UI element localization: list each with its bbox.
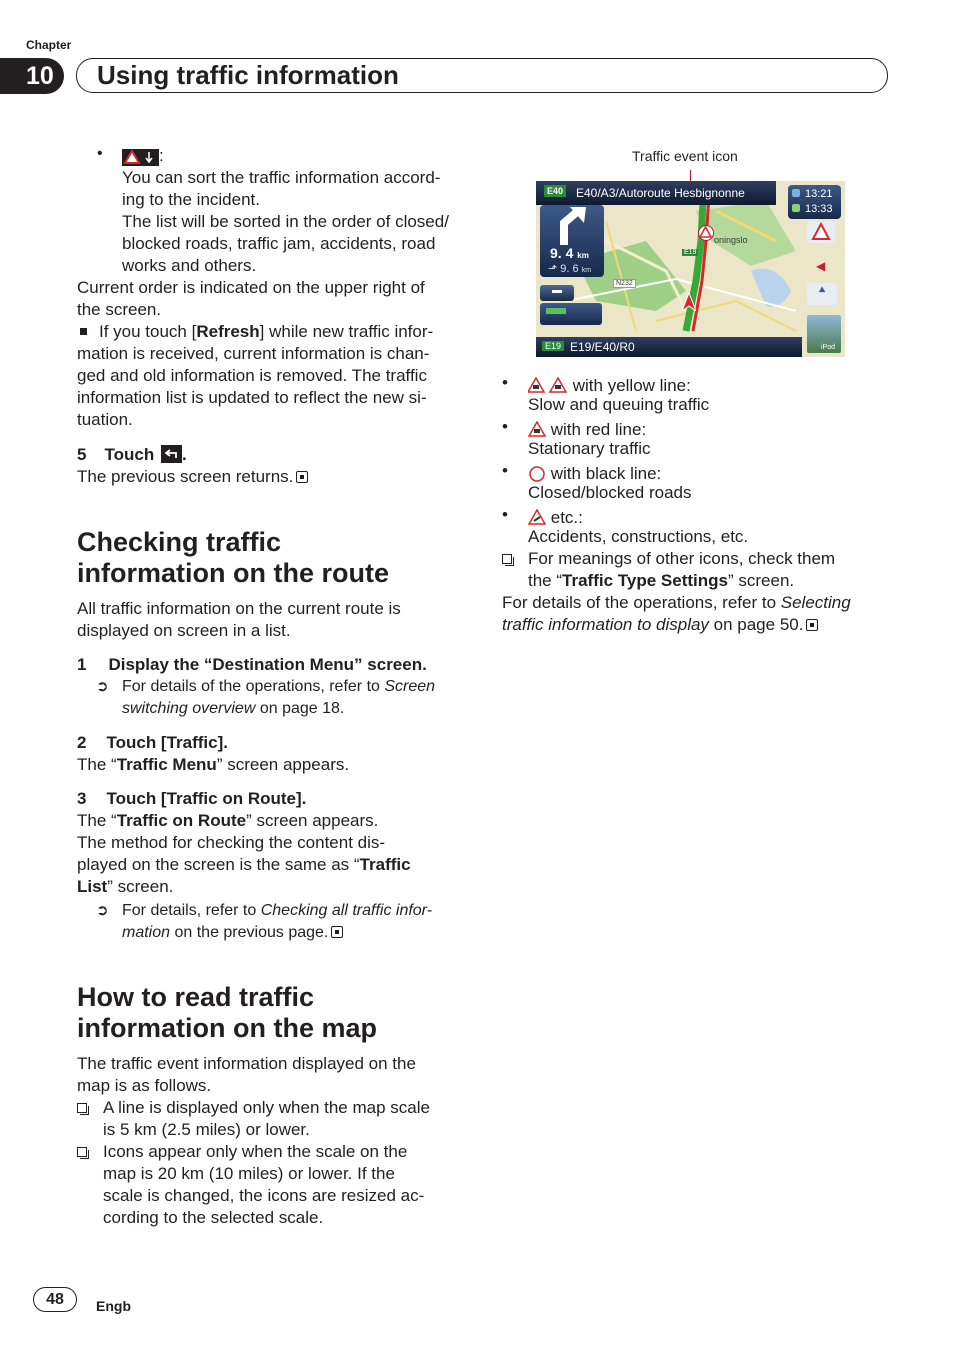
step-2: 2 Touch [Traffic]. [77, 733, 228, 752]
step-5-result: The previous screen returns. [77, 466, 308, 488]
time-panel [788, 185, 841, 219]
maneuver-distance: 9. 4 [550, 245, 574, 261]
sort-bullet: • [97, 145, 103, 162]
next-distance-unit: km [581, 267, 592, 274]
icon-scale-note: Icons appear only when the scale on the map is 20 km (10 miles) or lower. If the scale is changed, the icons are resized ac- cording to the selected scale. [77, 1141, 477, 1229]
closed-road-icon [528, 465, 546, 482]
page-number-badge [33, 1287, 77, 1312]
maneuver-panel [540, 205, 604, 277]
accident-icon [528, 509, 546, 526]
sort-icon [122, 149, 159, 166]
current-order-text: Current order is indicated on the upper right of the screen. [77, 278, 425, 319]
square-bullet [80, 328, 87, 335]
back-icon [161, 445, 182, 463]
callout-label: Traffic event icon [632, 148, 738, 164]
turn-arrow-icon [540, 205, 604, 247]
step-1: 1 Display the “Destination Menu” screen. [77, 655, 427, 674]
bottom-road-bar [536, 337, 802, 357]
chapter-title-frame [76, 58, 888, 93]
section-title-checking-route: Checking traffic information on the route [77, 527, 389, 588]
sort-description: You can sort the traffic information accord- ing to the incident. The list will be sorted in the order of closed/ blocked roads, traffic jam, accidents, road works and others. [122, 168, 449, 275]
top-road-bar [536, 181, 776, 205]
refresh-note: If you touch [Refresh] while new traffic infor- mation is received, current information is chan- ged and old information is removed. The traffic information list is updated to reflect the new si- tuation. [77, 322, 434, 429]
step-3-result: The “Traffic on Route” screen appears. The method for checking the content dis- played on the screen is the same as “Traffic List” screen. [77, 811, 411, 896]
page-number: 48 [46, 1291, 64, 1308]
section2-intro: The traffic event information displayed on the map is as follows. [77, 1054, 416, 1095]
ipod-label: iPod [821, 344, 836, 351]
top-road-name: E40/A3/Autoroute Hesbignonne [576, 186, 745, 200]
traffic-event-icon [698, 225, 714, 241]
next-distance: 9. 6 [560, 263, 579, 275]
note-checkbox-icon [77, 1103, 87, 1113]
step-2-result: The “Traffic Menu” screen appears. [77, 755, 350, 774]
end-mark [331, 926, 343, 938]
language-code: Engb [96, 1298, 131, 1314]
chapter-number: 10 [26, 62, 54, 90]
section-title-read-map: How to read traffic information on the map [77, 982, 377, 1043]
note-checkbox-icon [77, 1147, 87, 1157]
stationary-traffic-icon [528, 421, 546, 438]
flag-icon [792, 204, 800, 212]
vehicle-position-icon [682, 293, 696, 316]
details-reference: For details of the operations, refer to Selecting traffic information to display on page 50. [502, 593, 851, 634]
top-road-sign: E40 [544, 185, 566, 197]
traffic-button[interactable] [807, 221, 835, 243]
reference-arrow-icon: ➲ [96, 902, 109, 919]
arrival-time: 13:33 [805, 203, 833, 215]
maneuver-distance-unit: km [577, 251, 589, 260]
chapter-label: Chapter [26, 38, 72, 52]
navigation-map-screenshot [536, 181, 845, 357]
end-mark [806, 619, 818, 631]
step-3: 3 Touch [Traffic on Route]. [77, 789, 307, 808]
bottom-road-sign: E19 [542, 341, 564, 351]
scroll-left-button[interactable]: ◀ [816, 259, 826, 273]
slow-traffic-icon [528, 377, 568, 394]
next-arrow-icon: ⬏ [548, 263, 558, 275]
other-icons-note: For meanings of other icons, check them the “Traffic Type Settings” screen. [502, 548, 902, 592]
zoom-out-button[interactable]: ▬ [540, 285, 574, 301]
info-panel [540, 303, 602, 325]
signal-bar [546, 308, 566, 314]
road-badge-n232: N232 [613, 279, 636, 288]
bottom-road-name: E19/E40/R0 [570, 340, 635, 354]
clock-icon [792, 189, 800, 197]
map-scale-note: A line is displayed only when the map scale is 5 km (2.5 miles) or lower. [77, 1097, 477, 1141]
clock-time: 13:21 [805, 188, 833, 200]
town-label: oningslo [714, 235, 748, 245]
step-5: 5 Touch . [77, 445, 187, 464]
reference-arrow-icon: ➲ [96, 678, 109, 695]
step-1-note: ➲ For details of the operations, refer to Screen switching overview on page 18. [96, 678, 436, 717]
chapter-title: Using traffic information [97, 60, 399, 90]
step-3-note: ➲ For details, refer to Checking all traffic infor- mation on the previous page. [96, 902, 433, 941]
end-mark [296, 471, 308, 483]
route-button[interactable]: ⯅ [807, 283, 837, 305]
road-badge-e19: E19 [684, 249, 697, 256]
chapter-number-badge [0, 58, 64, 94]
media-thumbnail[interactable] [807, 315, 841, 353]
note-checkbox-icon [502, 554, 512, 564]
section1-intro: All traffic information on the current route is displayed on screen in a list. [77, 599, 401, 640]
